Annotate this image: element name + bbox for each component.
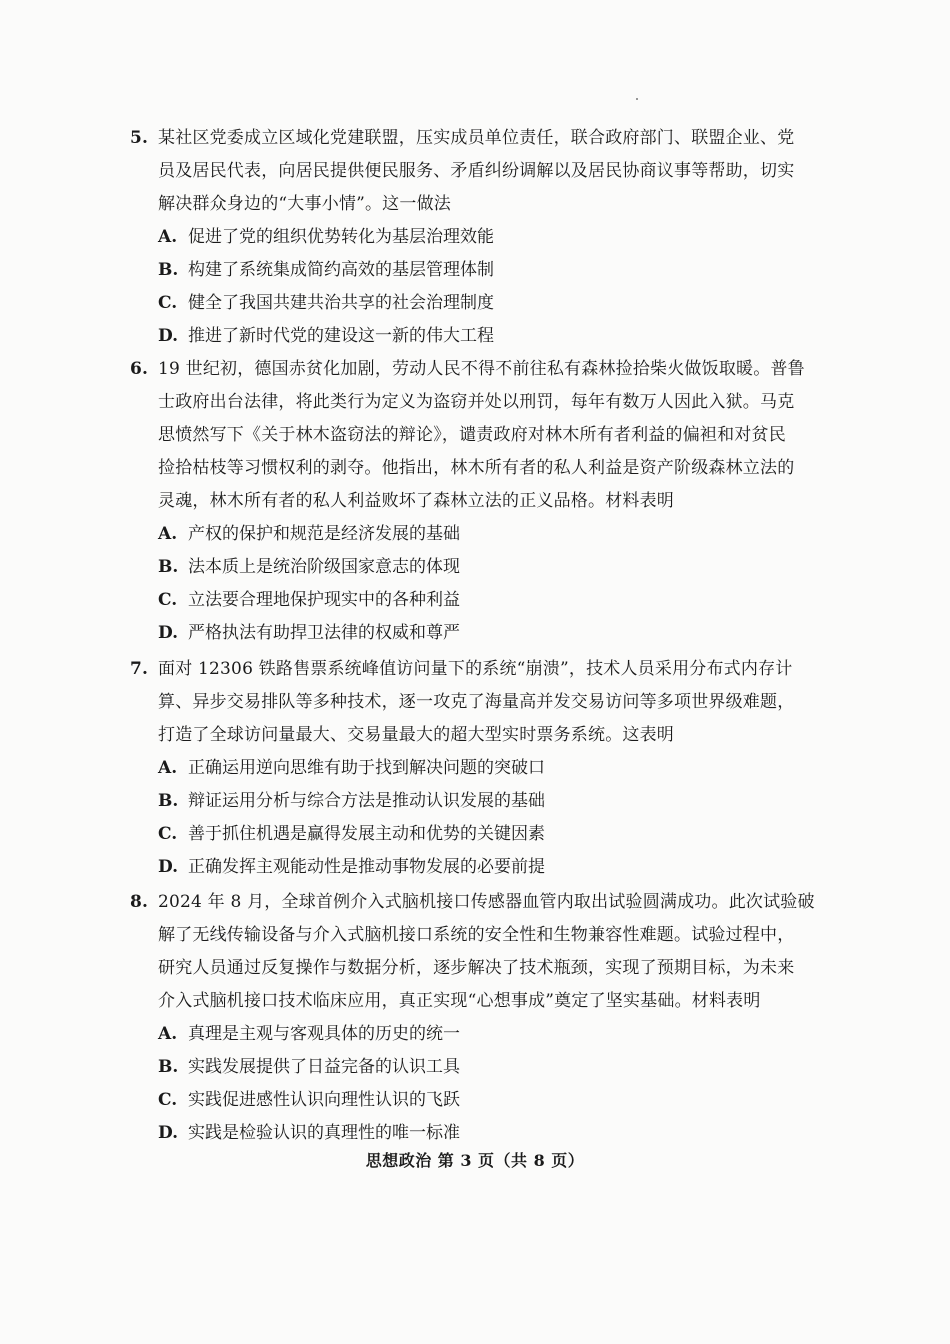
option-d	[130, 1117, 820, 1150]
question-stem-line	[130, 886, 820, 919]
question-number: 6.	[130, 359, 149, 379]
option-letter: C.	[158, 293, 178, 313]
option-letter: C.	[158, 590, 178, 610]
option-letter: A.	[158, 227, 178, 247]
option-letter: D.	[158, 857, 179, 877]
option-letter: A.	[158, 758, 178, 778]
question-5	[130, 122, 820, 353]
option-d	[130, 851, 820, 884]
option-text: 严格执法有助捍卫法律的权威和尊严	[188, 623, 460, 643]
option-letter: D.	[158, 326, 179, 346]
option-text: 法本质上是统治阶级国家意志的体现	[188, 557, 460, 577]
question-text: 某社区党委成立区域化党建联盟，压实成员单位责任，联合政府部门、联盟企业、党	[158, 128, 795, 148]
scan-speck	[636, 98, 638, 100]
option-b	[130, 1051, 820, 1084]
question-text: 面对 12306 铁路售票系统峰值访问量下的系统“崩溃”，技术人员采用分布式内存计	[158, 659, 793, 679]
option-c	[130, 584, 820, 617]
option-text: 促进了党的组织优势转化为基层治理效能	[188, 227, 494, 247]
question-number: 5.	[130, 128, 149, 148]
option-text: 实践是检验认识的真理性的唯一标准	[188, 1123, 460, 1143]
option-c	[130, 287, 820, 320]
question-8	[130, 886, 820, 1150]
option-text: 实践发展提供了日益完备的认识工具	[188, 1057, 460, 1077]
option-letter: B.	[158, 557, 179, 577]
question-stem-line: 算、异步交易排队等多种技术，逐一攻克了海量高并发交易访问等多项世界级难题，	[158, 692, 795, 712]
question-text: 19 世纪初，德国赤贫化加剧，劳动人民不得不前往私有森林捡拾柴火做饭取暖。普鲁	[158, 359, 805, 379]
option-text: 正确发挥主观能动性是推动事物发展的必要前提	[188, 857, 545, 877]
question-text: 2024 年 8 月，全球首例介入式脑机接口传感器血管内取出试验圆满成功。此次试验破	[158, 892, 815, 912]
option-letter: B.	[158, 1057, 179, 1077]
option-b	[130, 785, 820, 818]
option-text: 立法要合理地保护现实中的各种利益	[188, 590, 460, 610]
option-d	[130, 617, 820, 650]
question-stem-line: 捡拾枯枝等习惯权利的剥夺。他指出，林木所有者的私人利益是资产阶级森林立法的	[158, 458, 795, 478]
option-d	[130, 320, 820, 353]
question-stem-line: 打造了全球访问量最大、交易量最大的超大型实时票务系统。这表明	[158, 725, 674, 745]
question-stem-line: 思愤然写下《关于林木盗窃法的辩论》，谴责政府对林木所有者利益的偏袒和对贫民	[158, 425, 786, 445]
option-text: 健全了我国共建共治共享的社会治理制度	[188, 293, 494, 313]
option-a	[130, 518, 820, 551]
option-letter: B.	[158, 260, 179, 280]
option-text: 辩证运用分析与综合方法是推动认识发展的基础	[188, 791, 545, 811]
option-text: 真理是主观与客观具体的历史的统一	[188, 1024, 460, 1044]
option-letter: C.	[158, 824, 178, 844]
question-stem-line: 介入式脑机接口技术临床应用，真正实现“心想事成”奠定了坚实基础。材料表明	[158, 991, 761, 1011]
option-b	[130, 254, 820, 287]
option-letter: A.	[158, 1024, 178, 1044]
question-stem-line	[130, 122, 820, 155]
question-stem-line: 解了无线传输设备与介入式脑机接口系统的安全性和生物兼容性难题。试验过程中，	[158, 925, 795, 945]
option-letter: D.	[158, 623, 179, 643]
option-letter: A.	[158, 524, 178, 544]
option-letter: B.	[158, 791, 179, 811]
option-letter: C.	[158, 1090, 178, 1110]
option-text: 产权的保护和规范是经济发展的基础	[188, 524, 460, 544]
question-number: 7.	[130, 659, 149, 679]
question-stem-line	[130, 353, 820, 386]
page-footer: 思想政治 第 3 页（共 8 页）	[365, 1151, 585, 1170]
option-text: 善于抓住机遇是赢得发展主动和优势的关键因素	[188, 824, 545, 844]
option-letter: D.	[158, 1123, 179, 1143]
question-7	[130, 653, 820, 884]
question-stem-line: 士政府出台法律，将此类行为定义为盗窃并处以刑罚，每年有数万人因此入狱。马克	[158, 392, 795, 412]
option-text: 实践促进感性认识向理性认识的飞跃	[188, 1090, 460, 1110]
option-a	[130, 1018, 820, 1051]
question-stem-line: 灵魂，林木所有者的私人利益败坏了森林立法的正义品格。材料表明	[158, 491, 674, 511]
question-6	[130, 353, 820, 650]
option-a	[130, 752, 820, 785]
question-stem-line	[130, 653, 820, 686]
option-a	[130, 221, 820, 254]
question-stem-line: 解决群众身边的“大事小情”。这一做法	[158, 194, 451, 214]
question-stem-line: 员及居民代表，向居民提供便民服务、矛盾纠纷调解以及居民协商议事等帮助，切实	[158, 161, 795, 181]
option-c	[130, 1084, 820, 1117]
question-number: 8.	[130, 892, 149, 912]
option-b	[130, 551, 820, 584]
option-c	[130, 818, 820, 851]
option-text: 构建了系统集成简约高效的基层管理体制	[188, 260, 494, 280]
option-text: 推进了新时代党的建设这一新的伟大工程	[188, 326, 494, 346]
option-text: 正确运用逆向思维有助于找到解决问题的突破口	[188, 758, 545, 778]
question-stem-line: 研究人员通过反复操作与数据分析，逐步解决了技术瓶颈，实现了预期目标，为未来	[158, 958, 795, 978]
